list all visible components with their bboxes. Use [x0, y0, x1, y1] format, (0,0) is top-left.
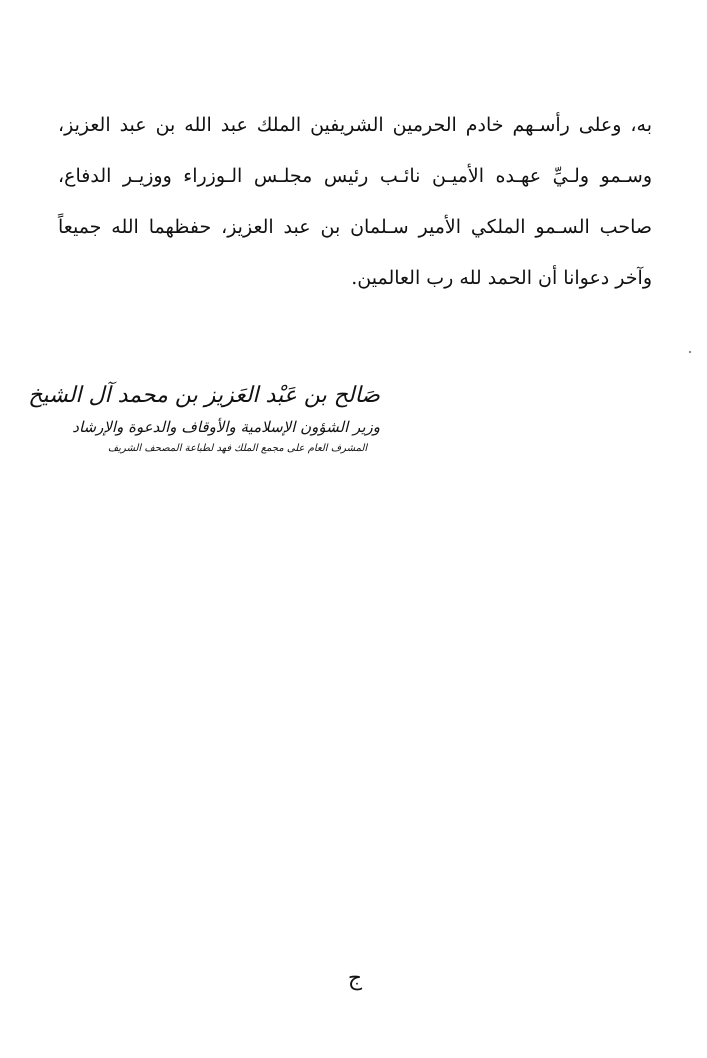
signature-name: صَالح بن عَبْد العَزيز بن محمد آل الشيخ — [28, 383, 380, 408]
margin-mark — [689, 351, 691, 353]
text-line-1: به، وعلى رأسـهم خادم الحرمين الشريفين الملك عبد الله بن عبد العزيز، — [58, 114, 652, 136]
text-line-3: صاحب السـمو الملكي الأمير سـلمان بن عبد العزيز، حفظهما الله جميعاً — [58, 216, 652, 238]
signature-subtitle: المشرف العام على مجمع الملك فهد لطباعة المصحف الشريف — [107, 443, 368, 454]
body-text — [58, 100, 652, 304]
text-line-4: وآخر دعوانا أن الحمد لله رب العالمين. — [351, 267, 652, 289]
signature-title: وزير الشؤون الإسلامية والأوقاف والدعوة والإرشاد — [72, 418, 380, 436]
signature-block — [28, 378, 380, 458]
page-number: ج — [347, 966, 363, 991]
text-line-2: وسـمو ولـيِّ عهـده الأميـن نائـب رئيس مجلـس الـوزراء ووزيـر الدفاع، — [58, 165, 652, 187]
